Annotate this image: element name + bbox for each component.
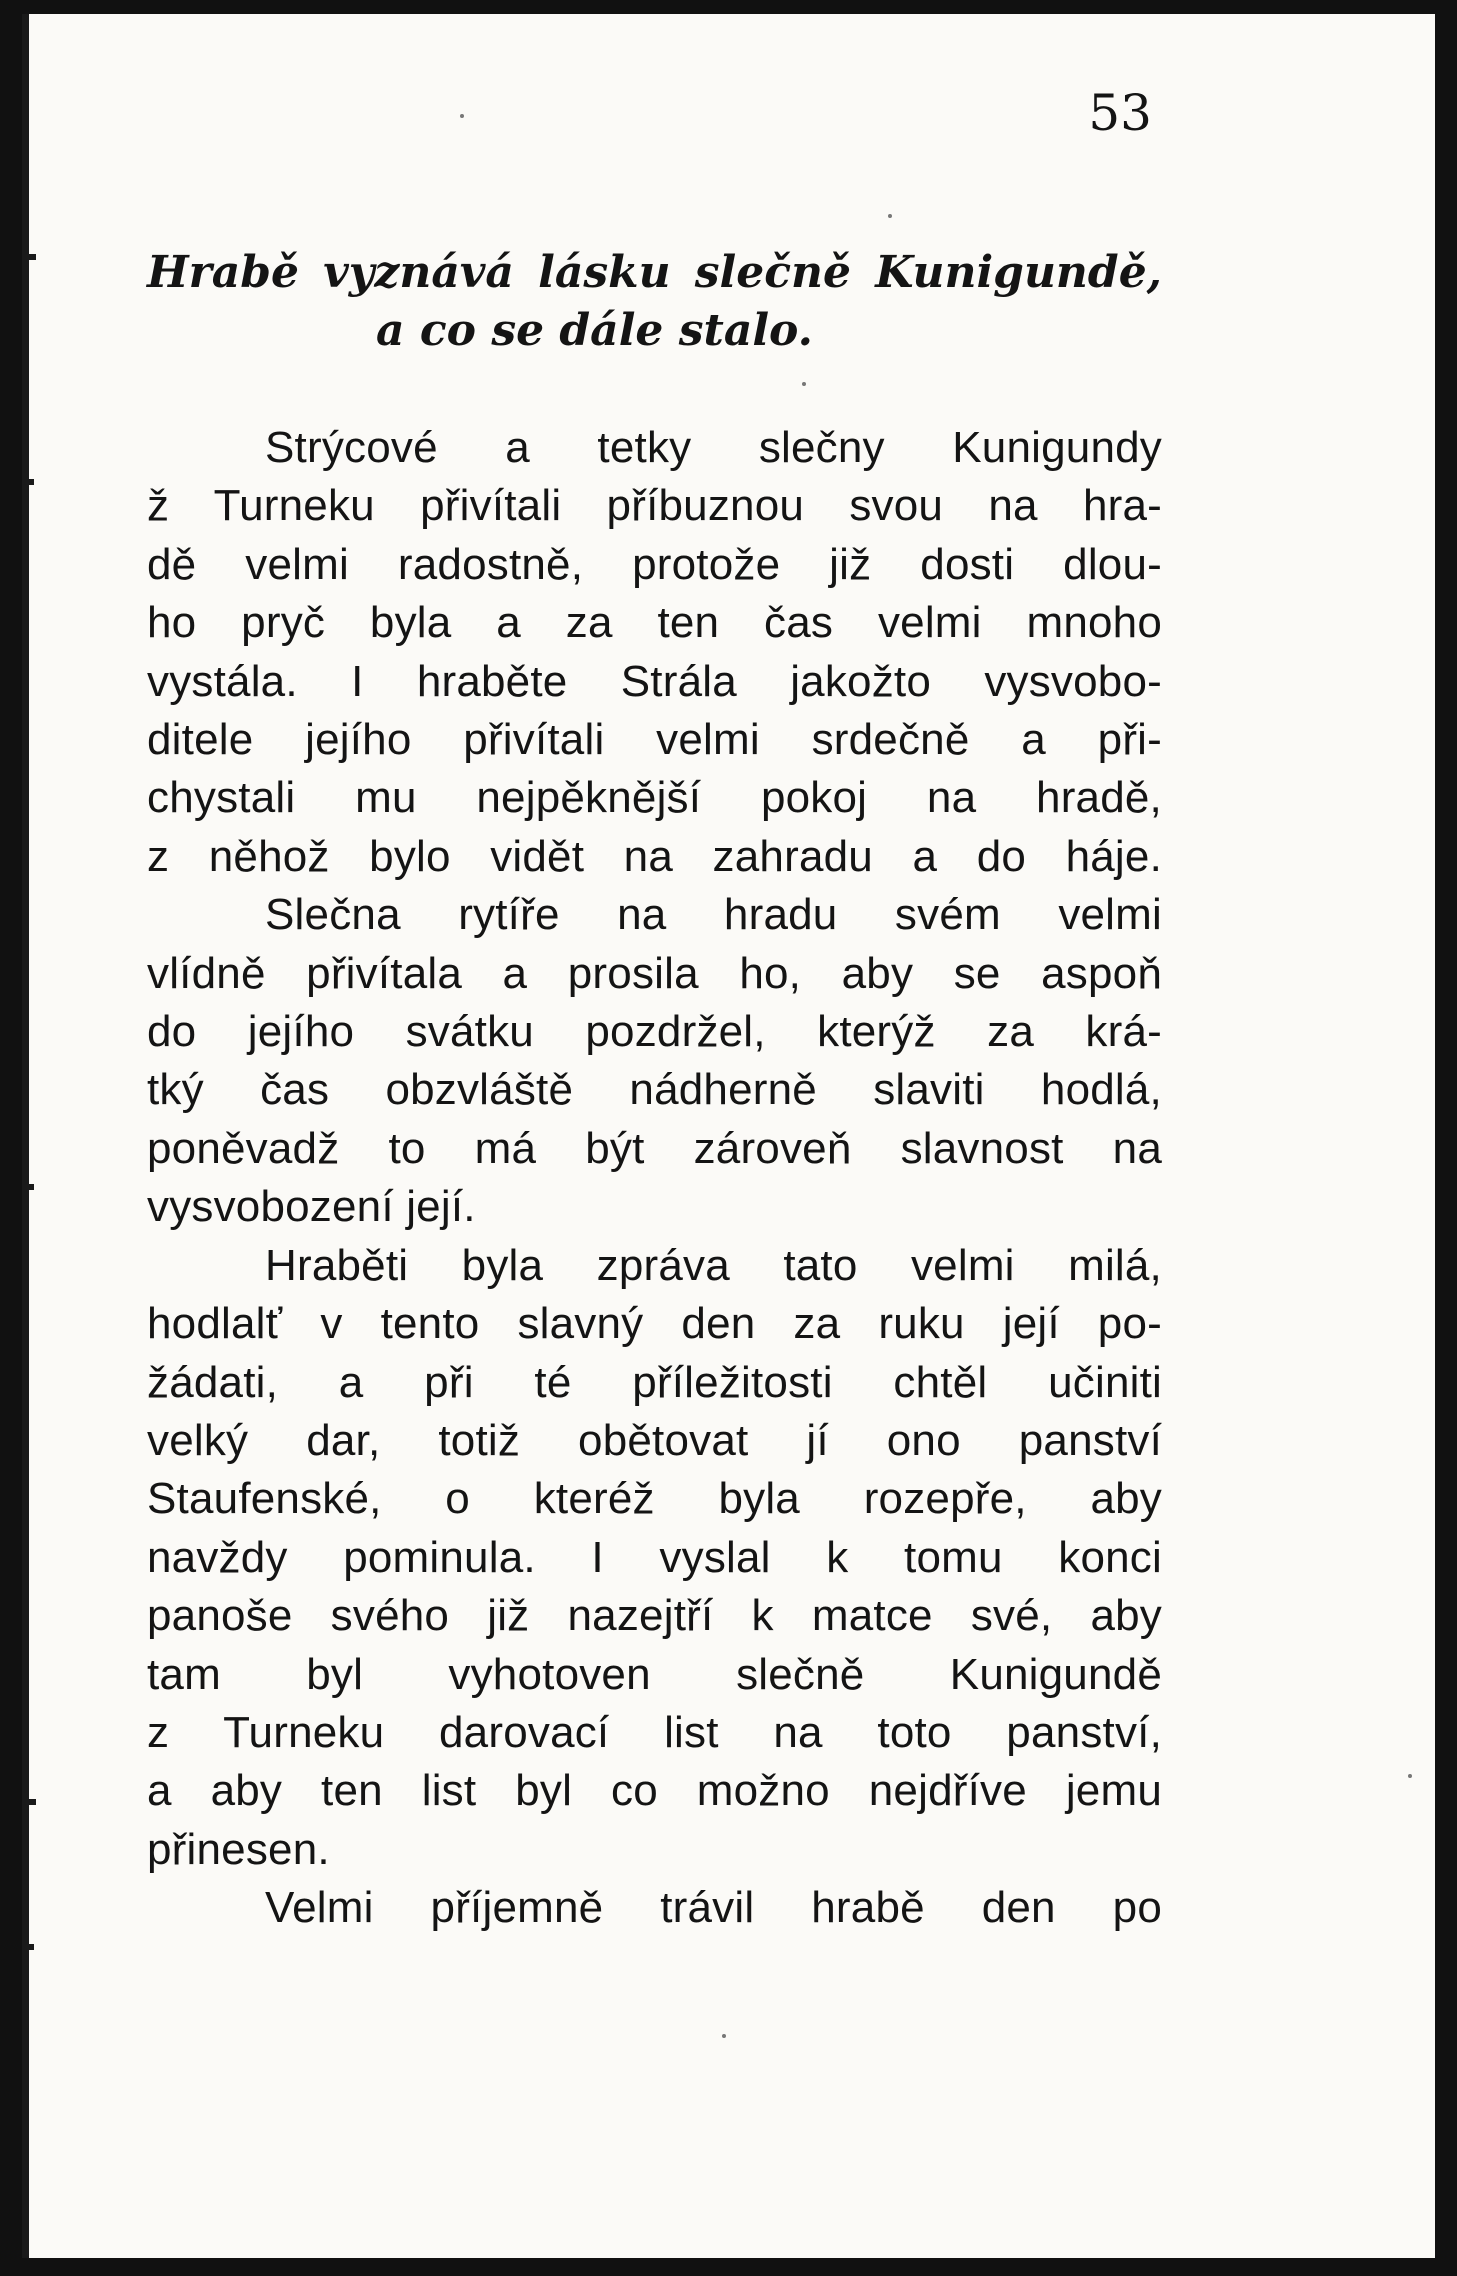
text-line: tam byl vyhotoven slečně Kunigundě — [147, 1649, 1162, 1699]
text-line: chystali mu nejpěknější pokoj na hradě, — [147, 773, 1162, 823]
margin-tick — [22, 1799, 36, 1805]
book-page — [22, 14, 1435, 2258]
text-line: vysvobození její. — [147, 1182, 476, 1232]
heading-line-2: a co se dále stalo. — [376, 305, 813, 356]
text-line: navždy pominula. I vyslal k tomu konci — [147, 1532, 1162, 1582]
text-line: poněvadž to má být zároveň slavnost na — [147, 1123, 1162, 1173]
text-line: ž Turneku přivítali příbuznou svou na hra- — [147, 481, 1162, 531]
text-line: z něhož bylo vidět na zahradu a do háje. — [147, 831, 1162, 881]
page-number: 53 — [1088, 84, 1152, 142]
margin-tick — [22, 1184, 34, 1190]
text-line: vystála. I hraběte Strála jakožto vysvobo- — [147, 656, 1162, 706]
margin-tick — [22, 479, 34, 485]
text-line: a aby ten list byl co možno nejdříve jemu — [147, 1766, 1162, 1816]
text-line: vlídně přivítala a prosila ho, aby se aspoň — [147, 948, 1162, 998]
paper-speck — [802, 382, 806, 386]
paper-speck — [888, 214, 892, 218]
text-line: ditele jejího přivítali velmi srdečně a při- — [147, 715, 1162, 765]
text-line: tký čas obzvláště nádherně slaviti hodlá, — [147, 1065, 1162, 1115]
text-line: Strýcové a tetky slečny Kunigundy — [265, 423, 1162, 472]
margin-tick — [22, 1944, 34, 1950]
chapter-heading — [147, 244, 1162, 360]
text-line: velký dar, totiž obětovat jí ono panství — [147, 1415, 1162, 1465]
text-line: panoše svého již nazejtří k matce své, aby — [147, 1591, 1162, 1641]
paper-speck — [1408, 1774, 1412, 1778]
text-line: Velmi příjemně trávil hrabě den po — [265, 1883, 1162, 1933]
text-line: žádati, a při té příležitosti chtěl učiniti — [147, 1357, 1162, 1407]
text-line: přinesen. — [147, 1824, 330, 1874]
text-line: dě velmi radostně, protože již dosti dlou- — [147, 539, 1162, 589]
text-line: do jejího svátku pozdržel, kterýž za krá- — [147, 1007, 1162, 1057]
text-line: Hraběti byla zpráva tato velmi milá, — [265, 1240, 1162, 1290]
margin-tick — [22, 254, 36, 260]
binding-edge — [22, 14, 29, 2258]
text-line: hodlalť v tento slavný den za ruku její po- — [147, 1299, 1162, 1349]
paper-speck — [722, 2034, 726, 2038]
paper-speck — [460, 114, 464, 118]
text-line: Staufenské, o kteréž byla rozepře, aby — [147, 1474, 1162, 1524]
body-text — [147, 419, 1162, 1938]
text-line: ho pryč byla a za ten čas velmi mnoho — [147, 598, 1162, 648]
text-line: Slečna rytíře na hradu svém velmi — [265, 890, 1162, 940]
heading-line-1: Hrabě vyznává lásku slečně Kunigundě, — [147, 247, 1162, 298]
text-line: z Turneku darovací list na toto panství, — [147, 1707, 1162, 1757]
